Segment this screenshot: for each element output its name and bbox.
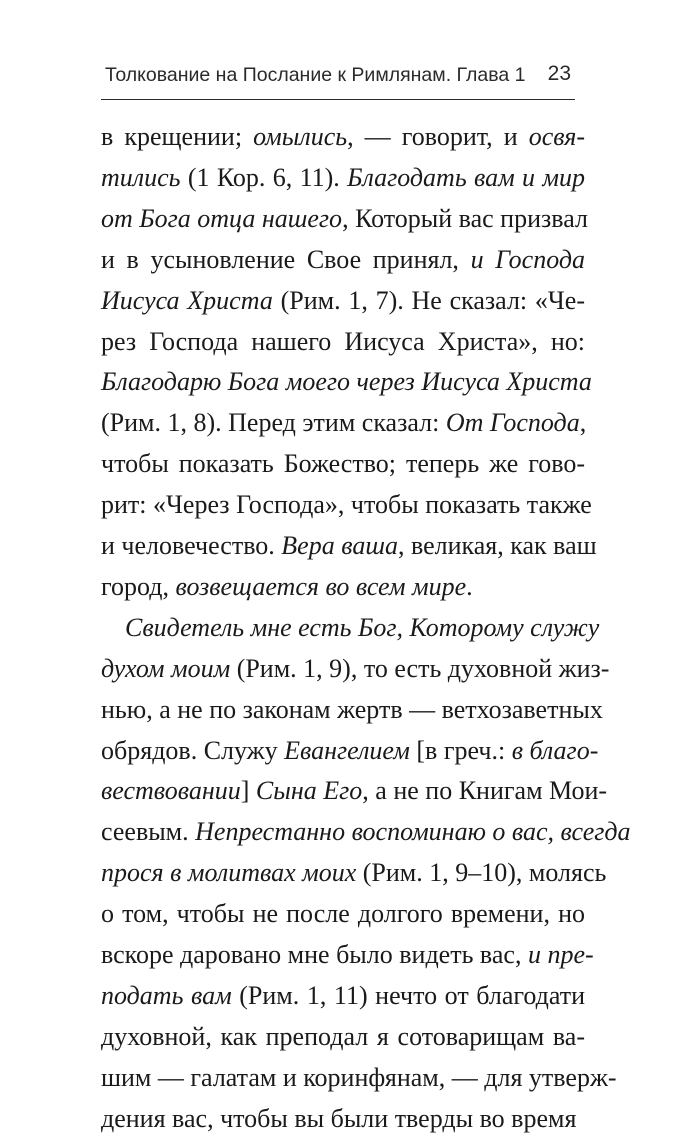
text-line <box>101 611 600 645</box>
text-run: рез Господа нашего Иисуса Христа», но: <box>101 326 585 356</box>
italic-quote: Непрестанно воспоминаю о вас, всегда <box>195 817 631 847</box>
text-run: (1 Кор. 6, 11). <box>180 162 348 192</box>
text-line <box>101 365 592 399</box>
text-line <box>101 1020 585 1054</box>
italic-quote: прося в молитвах моих <box>101 858 357 888</box>
text-line <box>101 1102 585 1136</box>
text-run: (Рим. 1, 8). Перед этим сказал: <box>101 408 446 438</box>
text-run: [в греч.: <box>409 735 512 765</box>
text-line <box>101 161 585 195</box>
text-line <box>101 243 585 277</box>
text-run: чтобы показать Божество; теперь же гово- <box>101 449 585 479</box>
text-run: в крещении; <box>101 122 254 151</box>
text-run: и <box>503 122 529 151</box>
italic-quote: Благодарю Бога моего через Иисуса Христа <box>101 367 592 397</box>
italic-quote: и пре- <box>527 940 594 969</box>
text-line <box>101 652 610 686</box>
text-line <box>101 284 585 318</box>
italic-quote: духом моим <box>101 653 231 683</box>
text-run: и в усыновление Свое принял, <box>101 244 471 274</box>
italic-quote: Свидетель мне есть Бог, Которому служу <box>125 612 600 642</box>
text-line <box>101 1061 617 1095</box>
italic-quote: от Бога отца нашего <box>101 203 343 233</box>
text-line <box>101 938 594 972</box>
text-run: (Рим. 1, 9), то есть духовной жиз- <box>230 653 610 683</box>
text-line <box>101 570 585 604</box>
italic-quote: и Господа <box>470 244 586 274</box>
italic-quote: тились <box>101 162 181 192</box>
text-line <box>101 202 588 236</box>
italic-quote: Евангелием <box>284 735 410 765</box>
text-run: (Рим. 1, 11) нечто от благодати <box>231 980 585 1010</box>
italic-quote: Иисуса Христа <box>101 285 273 315</box>
text-run: обрядов. Служу <box>101 735 285 765</box>
text-line <box>101 734 599 768</box>
italic-quote: От Господа <box>445 408 580 438</box>
text-line <box>101 406 585 440</box>
text-run: сеевым. <box>101 817 196 847</box>
italic-quote: в благо- <box>511 735 599 765</box>
italic-quote: Вера ваша <box>281 531 398 560</box>
text-line <box>101 774 608 808</box>
text-run: и человечество. <box>101 531 282 560</box>
text-run: (Рим. 1, 9–10), молясь <box>356 858 607 888</box>
italic-quote: подать вам <box>101 980 232 1010</box>
text-line <box>101 693 603 727</box>
text-run: , Который вас призвал <box>342 203 588 233</box>
italic-quote: омылись <box>253 122 348 151</box>
italic-quote: освя- <box>528 122 585 151</box>
header-rule <box>101 99 575 100</box>
text-run: , великая, как ваш <box>397 531 597 560</box>
text-line <box>101 488 592 522</box>
text-run: , <box>579 408 587 438</box>
text-run: ] <box>240 776 256 806</box>
italic-quote: вествовании <box>101 776 241 806</box>
italic-quote: Благодать вам и мир <box>347 162 585 192</box>
text-run: вскоре даровано мне было видеть вас, <box>101 940 528 969</box>
text-run: город, <box>101 571 176 601</box>
text-run: , а не по Книгам Мои- <box>362 776 608 806</box>
text-run: (Рим. 1, 7). Не сказал: «Че- <box>272 285 585 315</box>
text-run: духовной, как преподал я сотоварищам ва- <box>101 1021 585 1051</box>
text-run: дения вас, чтобы вы были тверды во время <box>101 1103 577 1133</box>
text-run: . <box>466 571 473 601</box>
text-line <box>101 856 607 890</box>
text-line <box>101 979 585 1013</box>
text-line <box>101 325 585 359</box>
text-line <box>101 815 631 849</box>
text-run: нью, а не по законам жертв — ветхозаветных <box>101 694 603 724</box>
text-line <box>101 120 585 154</box>
text-run: рит: «Через Господа», чтобы показать также <box>101 490 592 520</box>
text-run: о том, чтобы не после долгого времени, но <box>101 899 585 929</box>
italic-quote: Сына Его <box>255 776 363 806</box>
text-run: , — говорит, <box>347 122 504 151</box>
text-line <box>101 529 597 563</box>
running-header <box>101 62 575 94</box>
running-title: Толкование на Послание к Римлянам. Глава 1 <box>105 64 526 86</box>
text-line <box>101 897 585 931</box>
text-run: шим — галатам и коринфянам, — для утверж- <box>101 1062 617 1092</box>
page-number: 23 <box>547 62 571 85</box>
text-line <box>101 447 585 481</box>
italic-quote: возвещается во всем мире <box>175 571 467 601</box>
